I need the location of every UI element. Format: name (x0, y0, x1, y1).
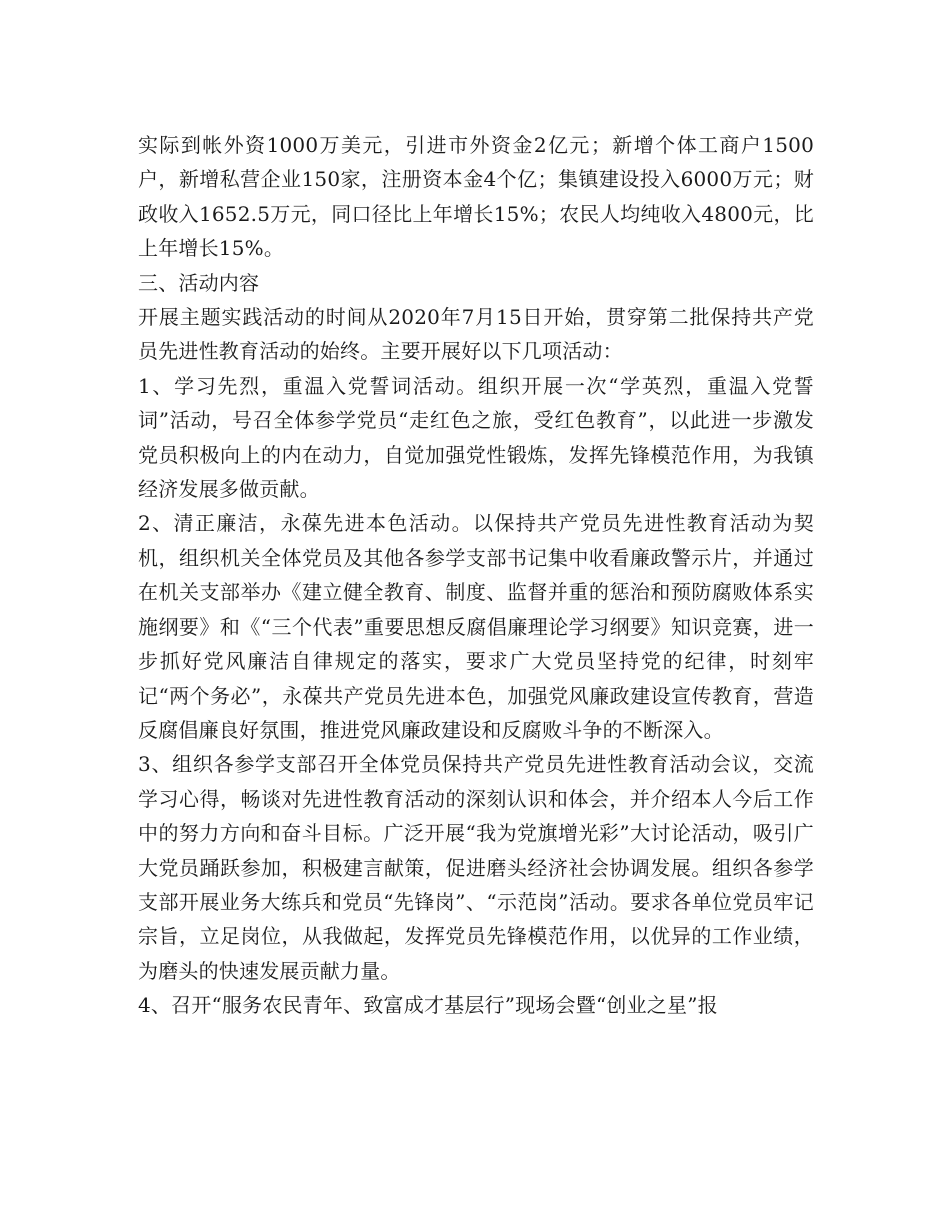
paragraph-activity-3: 3、组织各参学支部召开全体党员保持共产党员先进性教育活动会议，交流学习心得，畅谈对先进性教育活动的深刻认识和体会，并介绍本人今后工作中的努力方向和奋斗目标。广泛开展“我为党旗增光彩”大讨论活动，吸引广大党员踊跃参加，积极建言献策，促进磨头经济社会协调发展。组织各参学支部开展业务大练兵和党员“先锋岗”、“示范岗”活动。要求各单位党员牢记宗旨，立足岗位，从我做起，发挥党员先锋模范作用，以优异的工作业绩，为磨头的快速发展贡献力量。 (138, 752, 814, 983)
paragraph-activity-4: 4、召开“服务农民青年、致富成才基层行”现场会暨“创业之星”报 (138, 993, 718, 1018)
paragraph-activity-timing: 开展主题实践活动的时间从2020年7月15日开始，贯穿第二批保持共产党员先进性教育活动的始终。主要开展好以下几项活动： (138, 305, 814, 364)
paragraph-activity-1: 1、学习先烈，重温入党誓词活动。组织开展一次“学英烈，重温入党誓词”活动，号召全体参学党员“走红色之旅，受红色教育”，以此进一步激发党员积极向上的内在动力，自觉加强党性锻炼，发挥先锋模范作用，为我镇经济发展多做贡献。 (138, 373, 814, 502)
paragraph-economic-targets: 实际到帐外资1000万美元，引进市外资金2亿元；新增个体工商户1500户，新增私营企业150家，注册资本金4个亿；集镇建设投入6000万元；财政收入1652.5万元，同口径比上年增长15%；农民人均纯收入4800元，比上年增长15%。 (138, 133, 814, 261)
section-heading-activity-content: 三、活动内容 (138, 270, 260, 295)
paragraph-activity-2: 2、清正廉洁，永葆先进本色活动。以保持共产党员先进性教育活动为契机，组织机关全体党员及其他各参学支部书记集中收看廉政警示片，并通过在机关支部举办《建立健全教育、制度、监督并重的惩治和预防腐败体系实施纲要》和《“三个代表”重要思想反腐倡廉理论学习纲要》知识竞赛，进一步抓好党风廉洁自律规定的落实，要求广大党员坚持党的纪律，时刻牢记“两个务必”，永葆共产党员先进本色，加强党风廉政建设宣传教育，营造反腐倡廉良好氛围，推进党风廉政建设和反腐败斗争的不断深入。 (138, 511, 814, 742)
document-page (138, 128, 814, 1023)
